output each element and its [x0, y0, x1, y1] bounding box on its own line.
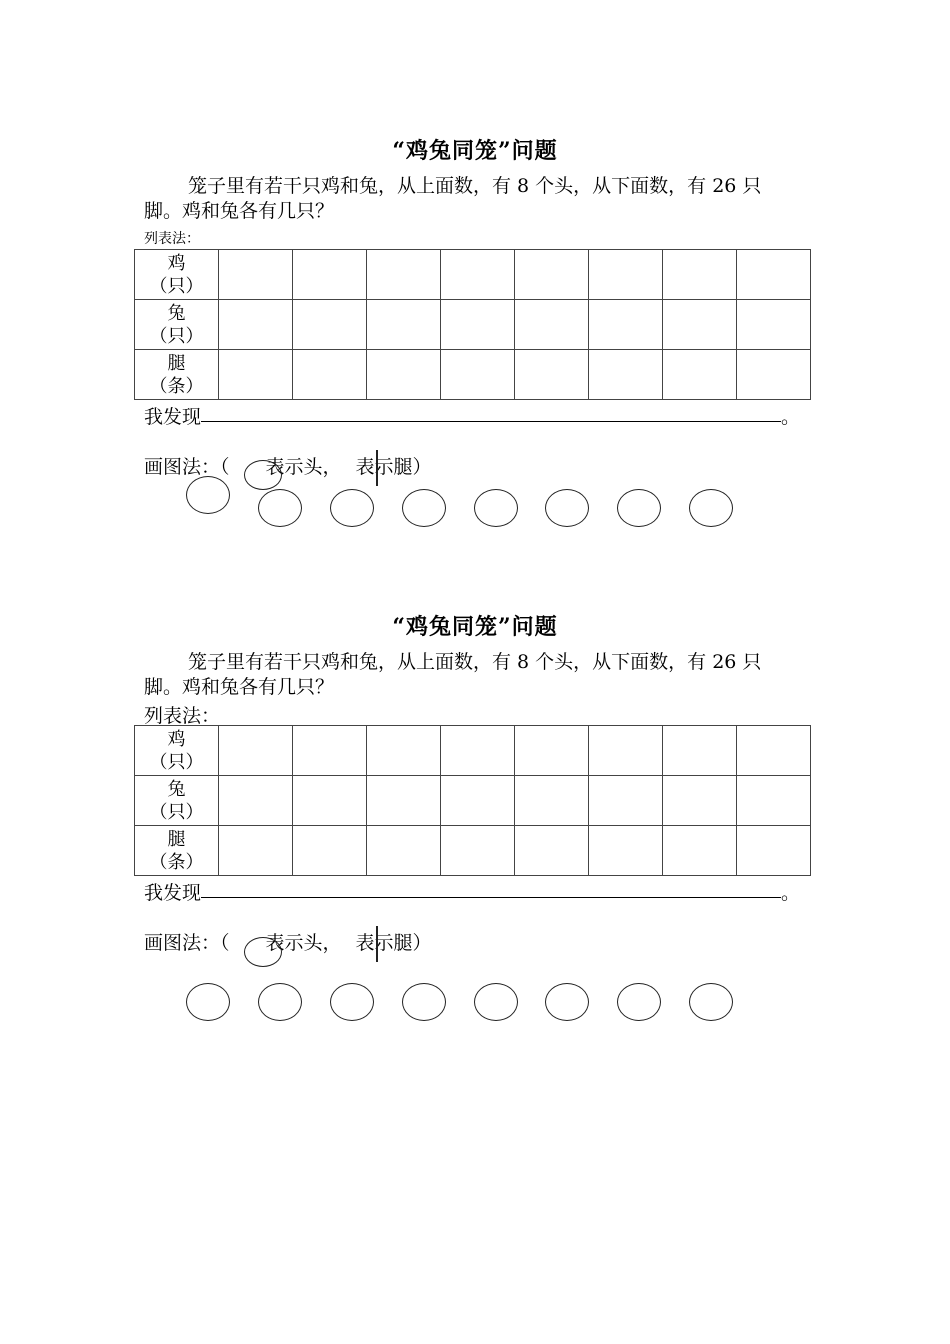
draw-method-line: [144, 452, 432, 479]
answer-cell[interactable]: [515, 826, 589, 876]
answer-cell[interactable]: [441, 250, 515, 300]
answer-cell[interactable]: [219, 826, 293, 876]
legend-open: （: [220, 456, 230, 478]
table-method-label: 列表法：: [144, 231, 200, 247]
answer-cell[interactable]: [367, 726, 441, 776]
answer-cell[interactable]: [663, 250, 737, 300]
answer-cell[interactable]: [737, 250, 811, 300]
answer-cell[interactable]: [589, 726, 663, 776]
draw-method-label: 画图法：: [144, 456, 221, 478]
draw-method-line: [144, 928, 432, 955]
table-row: [135, 726, 811, 776]
problem-line-1: 笼子里有若干只鸡和兔，从上面数，有 8 个头，从下面数，有 26 只: [188, 175, 762, 197]
circle-head-icon: [244, 937, 282, 967]
answer-cell[interactable]: [589, 776, 663, 826]
head-circle[interactable]: [545, 983, 589, 1021]
head-circle[interactable]: [689, 983, 733, 1021]
answer-cell[interactable]: [293, 776, 367, 826]
head-circle[interactable]: [689, 489, 733, 527]
answer-cell[interactable]: [293, 826, 367, 876]
answer-cell[interactable]: [293, 726, 367, 776]
head-circle[interactable]: [617, 489, 661, 527]
legend-open: （: [220, 932, 230, 954]
row-header-name: 腿: [167, 828, 186, 850]
row-header: [135, 726, 219, 776]
answer-table-body: [135, 250, 811, 400]
answer-cell[interactable]: [293, 250, 367, 300]
row-header-name: 腿: [167, 352, 186, 374]
draw-method-label: 画图法：: [144, 932, 221, 954]
row-header: [135, 350, 219, 400]
table-row: [135, 826, 811, 876]
answer-cell[interactable]: [441, 826, 515, 876]
answer-cell[interactable]: [219, 776, 293, 826]
row-header-unit: （条）: [149, 375, 204, 397]
legend-head-text: 表示头，: [265, 456, 342, 478]
table-row: [135, 350, 811, 400]
table-row: [135, 300, 811, 350]
row-header-unit: （只）: [149, 751, 204, 773]
head-circle[interactable]: [186, 983, 230, 1021]
table-method-label: 列表法：: [144, 705, 221, 727]
legend-leg-text: 表示腿）: [355, 456, 432, 478]
answer-table-body: [135, 726, 811, 876]
legend-leg-text: 表示腿）: [355, 932, 432, 954]
row-header-unit: （只）: [149, 801, 204, 823]
row-header: [135, 250, 219, 300]
answer-cell[interactable]: [293, 350, 367, 400]
head-circle[interactable]: [402, 489, 446, 527]
answer-cell[interactable]: [589, 250, 663, 300]
problem-line-2: 脚。鸡和兔各有几只？: [144, 200, 335, 222]
answer-cell[interactable]: [663, 300, 737, 350]
head-circle[interactable]: [258, 489, 302, 527]
discover-answer-blank[interactable]: [201, 878, 781, 898]
discover-line: [144, 402, 800, 429]
row-header: [135, 776, 219, 826]
answer-cell[interactable]: [737, 350, 811, 400]
problem-line-2: 脚。鸡和兔各有几只？: [144, 676, 335, 698]
answer-cell[interactable]: [663, 826, 737, 876]
worksheet-title: “鸡兔同笼”问题: [392, 614, 558, 640]
answer-cell[interactable]: [663, 776, 737, 826]
answer-cell[interactable]: [219, 300, 293, 350]
answer-cell[interactable]: [441, 300, 515, 350]
head-circle[interactable]: [402, 983, 446, 1021]
answer-cell[interactable]: [737, 300, 811, 350]
problem-text: [144, 650, 814, 700]
answer-cell[interactable]: [589, 350, 663, 400]
head-circle[interactable]: [474, 983, 518, 1021]
answer-cell[interactable]: [441, 776, 515, 826]
table-row: [135, 250, 811, 300]
row-header: [135, 300, 219, 350]
head-circle[interactable]: [330, 489, 374, 527]
row-header-name: 鸡: [167, 728, 186, 750]
row-header-name: 兔: [167, 302, 186, 324]
answer-cell[interactable]: [219, 726, 293, 776]
answer-cell[interactable]: [515, 300, 589, 350]
answer-cell[interactable]: [663, 726, 737, 776]
worksheet-title: “鸡兔同笼”问题: [392, 138, 558, 164]
answer-cell[interactable]: [367, 826, 441, 876]
discover-end: 。: [781, 882, 801, 904]
answer-cell[interactable]: [367, 350, 441, 400]
row-header-name: 鸡: [167, 252, 186, 274]
answer-table: [134, 249, 811, 400]
answer-cell[interactable]: [589, 826, 663, 876]
answer-cell[interactable]: [737, 826, 811, 876]
answer-cell[interactable]: [515, 250, 589, 300]
head-circle[interactable]: [474, 489, 518, 527]
head-circle[interactable]: [617, 983, 661, 1021]
row-header-unit: （只）: [149, 275, 204, 297]
answer-cell[interactable]: [737, 776, 811, 826]
answer-cell[interactable]: [219, 350, 293, 400]
answer-table: [134, 725, 811, 876]
problem-text: [144, 174, 814, 224]
row-header: [135, 826, 219, 876]
row-header-name: 兔: [167, 778, 186, 800]
discover-line: [144, 878, 800, 905]
legend-head-text: 表示头，: [265, 932, 342, 954]
head-circle[interactable]: [186, 476, 230, 514]
answer-cell[interactable]: [367, 776, 441, 826]
row-header-unit: （只）: [149, 325, 204, 347]
answer-cell[interactable]: [441, 726, 515, 776]
answer-cell[interactable]: [367, 250, 441, 300]
head-circle[interactable]: [545, 489, 589, 527]
answer-cell[interactable]: [441, 350, 515, 400]
answer-cell[interactable]: [589, 300, 663, 350]
circle-head-icon: [244, 460, 282, 490]
answer-cell[interactable]: [367, 300, 441, 350]
answer-cell[interactable]: [515, 776, 589, 826]
answer-cell[interactable]: [515, 726, 589, 776]
table-row: [135, 776, 811, 826]
vertical-line-leg-icon: [376, 926, 378, 962]
discover-answer-blank[interactable]: [201, 402, 781, 422]
discover-label: 我发现: [144, 406, 202, 428]
answer-cell[interactable]: [737, 726, 811, 776]
vertical-line-leg-icon: [376, 450, 378, 486]
problem-line-1: 笼子里有若干只鸡和兔，从上面数，有 8 个头，从下面数，有 26 只: [188, 651, 762, 673]
discover-label: 我发现: [144, 882, 202, 904]
answer-cell[interactable]: [515, 350, 589, 400]
head-circle[interactable]: [330, 983, 374, 1021]
answer-cell[interactable]: [219, 250, 293, 300]
answer-cell[interactable]: [293, 300, 367, 350]
head-circle[interactable]: [258, 983, 302, 1021]
row-header-unit: （条）: [149, 851, 204, 873]
discover-end: 。: [781, 406, 801, 428]
answer-cell[interactable]: [663, 350, 737, 400]
